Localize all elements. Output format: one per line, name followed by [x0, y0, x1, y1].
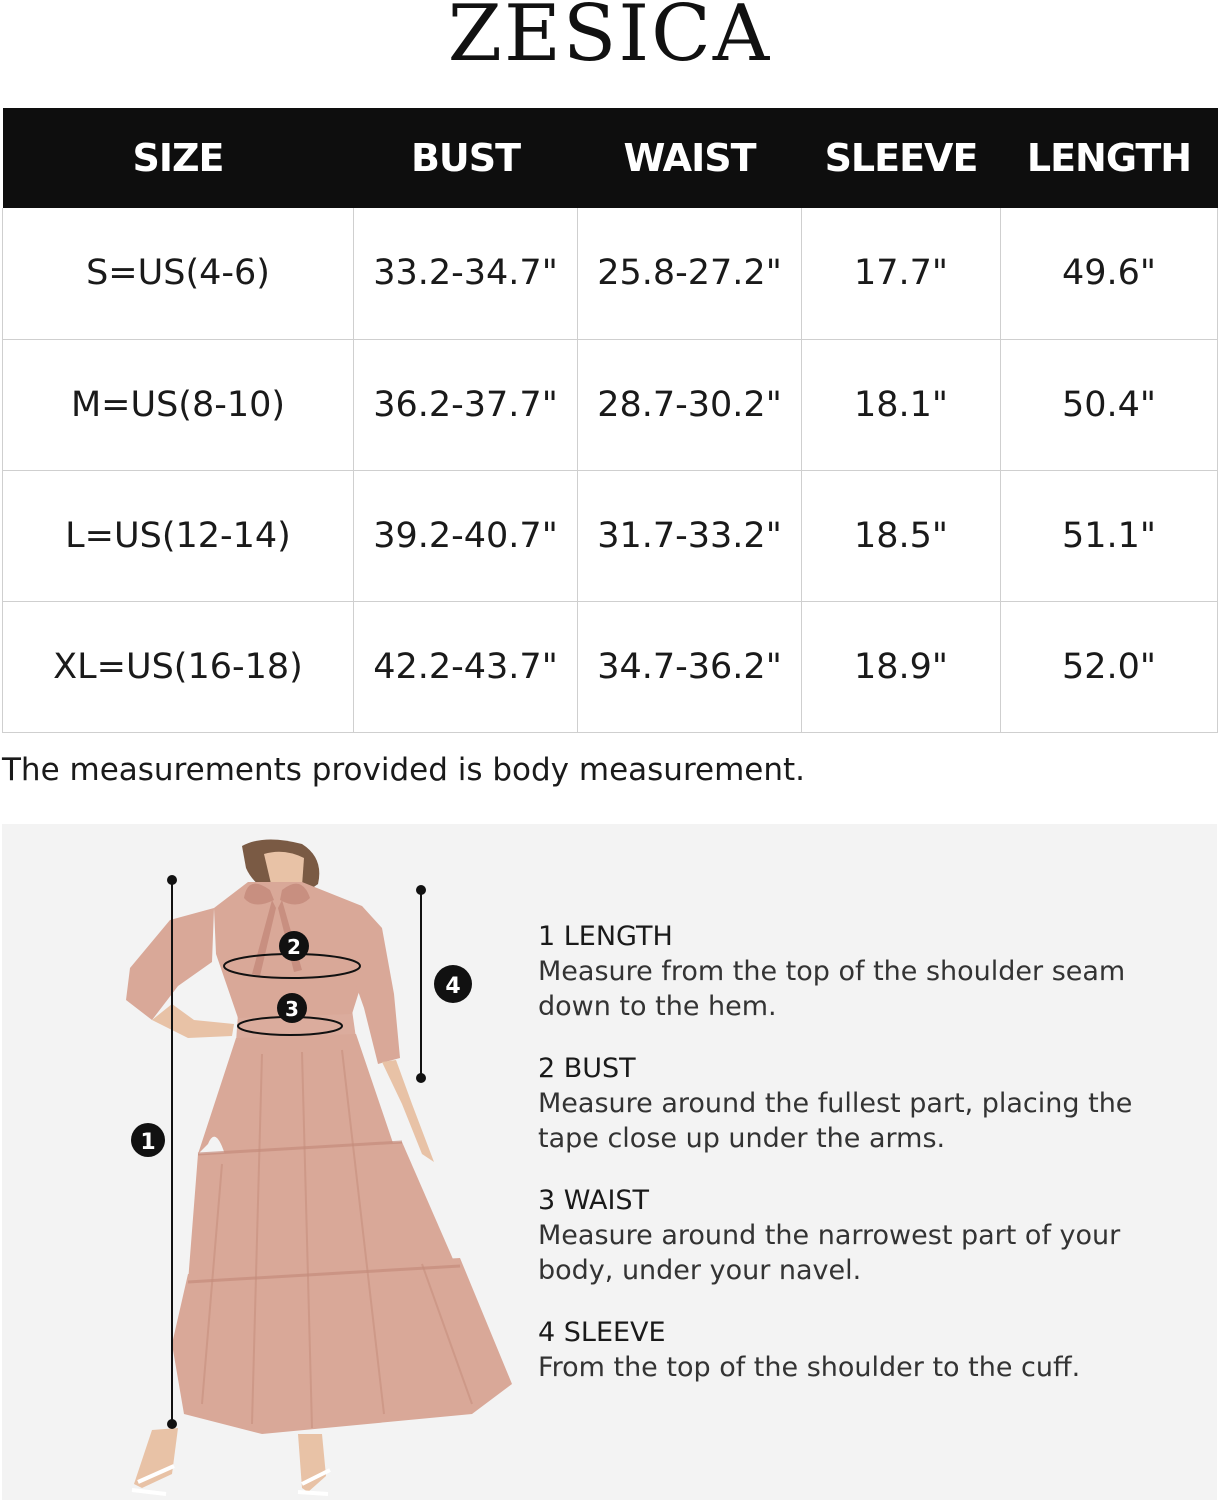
cell-bust: 39.2-40.7" — [354, 470, 578, 601]
marker-2-label: 2 — [287, 935, 301, 959]
dress-model-illustration — [2, 824, 542, 1500]
cell-sleeve: 18.9" — [802, 601, 1001, 732]
cell-waist: 34.7-36.2" — [578, 601, 802, 732]
marker-2 — [279, 931, 309, 961]
cell-waist: 25.8-27.2" — [578, 208, 802, 339]
table-header-row — [3, 108, 1218, 208]
marker-4 — [434, 965, 472, 1003]
cell-bust: 36.2-37.7" — [354, 339, 578, 470]
cell-sleeve: 17.7" — [802, 208, 1001, 339]
cell-bust: 42.2-43.7" — [354, 601, 578, 732]
table-row — [3, 601, 1218, 732]
table-row — [3, 339, 1218, 470]
step-title: 4 SLEEVE — [538, 1317, 666, 1348]
step-waist — [538, 1184, 1158, 1288]
cell-size: M=US(8-10) — [3, 339, 354, 470]
measurement-guide — [2, 824, 1217, 1500]
header-size: SIZE — [3, 108, 354, 208]
cell-length: 52.0" — [1001, 601, 1218, 732]
header-length: LENGTH — [1001, 108, 1218, 208]
cell-size: XL=US(16-18) — [3, 601, 354, 732]
cell-length: 50.4" — [1001, 339, 1218, 470]
size-chart-table — [2, 108, 1218, 733]
cell-length: 49.6" — [1001, 208, 1218, 339]
step-title: 1 LENGTH — [538, 921, 673, 952]
cell-size: S=US(4-6) — [3, 208, 354, 339]
step-text: From the top of the shoulder to the cuff. — [538, 1352, 1081, 1383]
marker-1 — [131, 1123, 165, 1157]
cell-sleeve: 18.1" — [802, 339, 1001, 470]
measurement-note: The measurements provided is body measurement. — [2, 752, 806, 788]
header-waist: WAIST — [578, 108, 802, 208]
header-sleeve: SLEEVE — [802, 108, 1001, 208]
step-length — [538, 920, 1158, 1024]
step-bust — [538, 1052, 1158, 1156]
cell-waist: 28.7-30.2" — [578, 339, 802, 470]
table-row — [3, 208, 1218, 339]
cell-sleeve: 18.5" — [802, 470, 1001, 601]
header-bust: BUST — [354, 108, 578, 208]
step-text: Measure from the top of the shoulder seam down to the hem. — [538, 956, 1126, 1022]
step-text: Measure around the fullest part, placing the tape close up under the arms. — [538, 1088, 1133, 1154]
cell-length: 51.1" — [1001, 470, 1218, 601]
step-title: 2 BUST — [538, 1053, 636, 1084]
brand-logo: ZESICA — [447, 0, 772, 79]
marker-1-label: 1 — [140, 1130, 156, 1155]
cell-size: L=US(12-14) — [3, 470, 354, 601]
measurement-steps — [538, 920, 1158, 1413]
step-text: Measure around the narrowest part of your body, under your navel. — [538, 1220, 1121, 1286]
step-sleeve — [538, 1316, 1158, 1385]
cell-bust: 33.2-34.7" — [354, 208, 578, 339]
cell-waist: 31.7-33.2" — [578, 470, 802, 601]
step-title: 3 WAIST — [538, 1185, 650, 1216]
marker-3 — [277, 993, 307, 1023]
marker-4-label: 4 — [445, 974, 461, 999]
marker-3-label: 3 — [285, 997, 299, 1021]
table-row — [3, 470, 1218, 601]
